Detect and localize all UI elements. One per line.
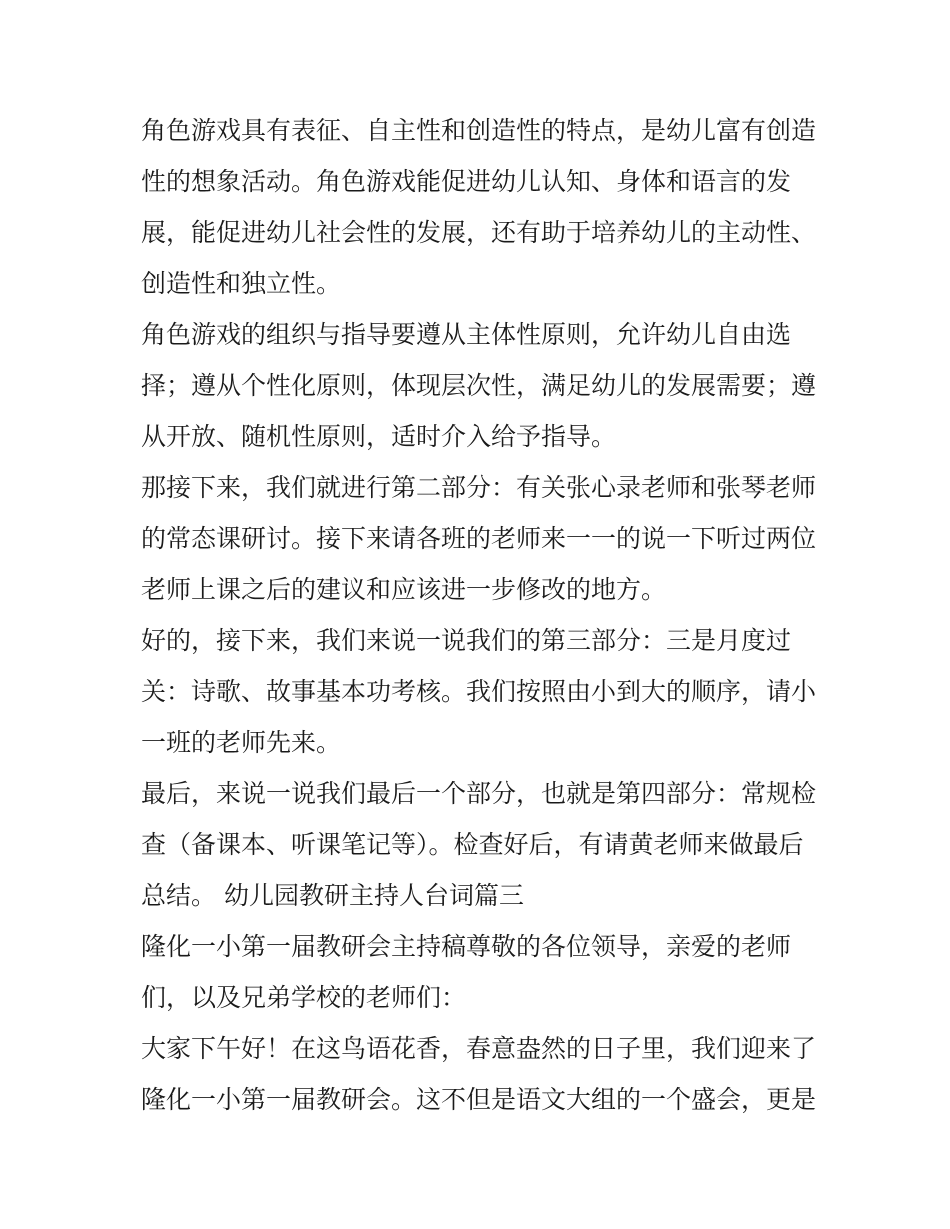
text-line: 最后，来说一说我们最后一个部分，也就是第四部分：常规检 [141,779,817,808]
text-line: 从开放、随机性原则，适时介入给予指导。 [141,422,617,451]
text-line: 创造性和独立性。 [141,269,342,298]
text-line: 们，以及兄弟学校的老师们： [141,983,467,1012]
text-line: 展，能促进幼儿社会性的发展，还有助于培养幼儿的主动性、 [141,218,817,247]
text-line: 择；遵从个性化原则，体现层次性，满足幼儿的发展需要；遵 [141,371,817,400]
text-line: 隆化一小第一届教研会。这不但是语文大组的一个盛会，更是 [141,1085,817,1114]
text-line: 角色游戏的组织与指导要遵从主体性原则，允许幼儿自由选 [141,320,792,349]
text-line: 的常态课研讨。接下来请各班的老师来一一的说一下听过两位 [141,524,817,553]
text-line: 一班的老师先来。 [141,728,342,757]
text-line: 老师上课之后的建议和应该进一步修改的地方。 [141,575,667,604]
document-body [141,105,821,1125]
text-line: 总结。 幼儿园教研主持人台词篇三 [141,881,524,910]
text-line: 大家下午好！在这鸟语花香，春意盎然的日子里，我们迎来了 [141,1034,817,1063]
text-line: 角色游戏具有表征、自主性和创造性的特点，是幼儿富有创造 [141,116,817,145]
text-line: 那接下来，我们就进行第二部分：有关张心录老师和张琴老师 [141,473,817,502]
text-line: 隆化一小第一届教研会主持稿尊敬的各位领导，亲爱的老师 [141,932,792,961]
text-line: 好的，接下来，我们来说一说我们的第三部分：三是月度过 [141,626,792,655]
text-line: 查（备课本、听课笔记等）。检查好后，有请黄老师来做最后 [141,830,804,859]
text-line: 关：诗歌、故事基本功考核。我们按照由小到大的顺序，请小 [141,677,817,706]
text-line: 性的想象活动。角色游戏能促进幼儿认知、身体和语言的发 [141,167,792,196]
